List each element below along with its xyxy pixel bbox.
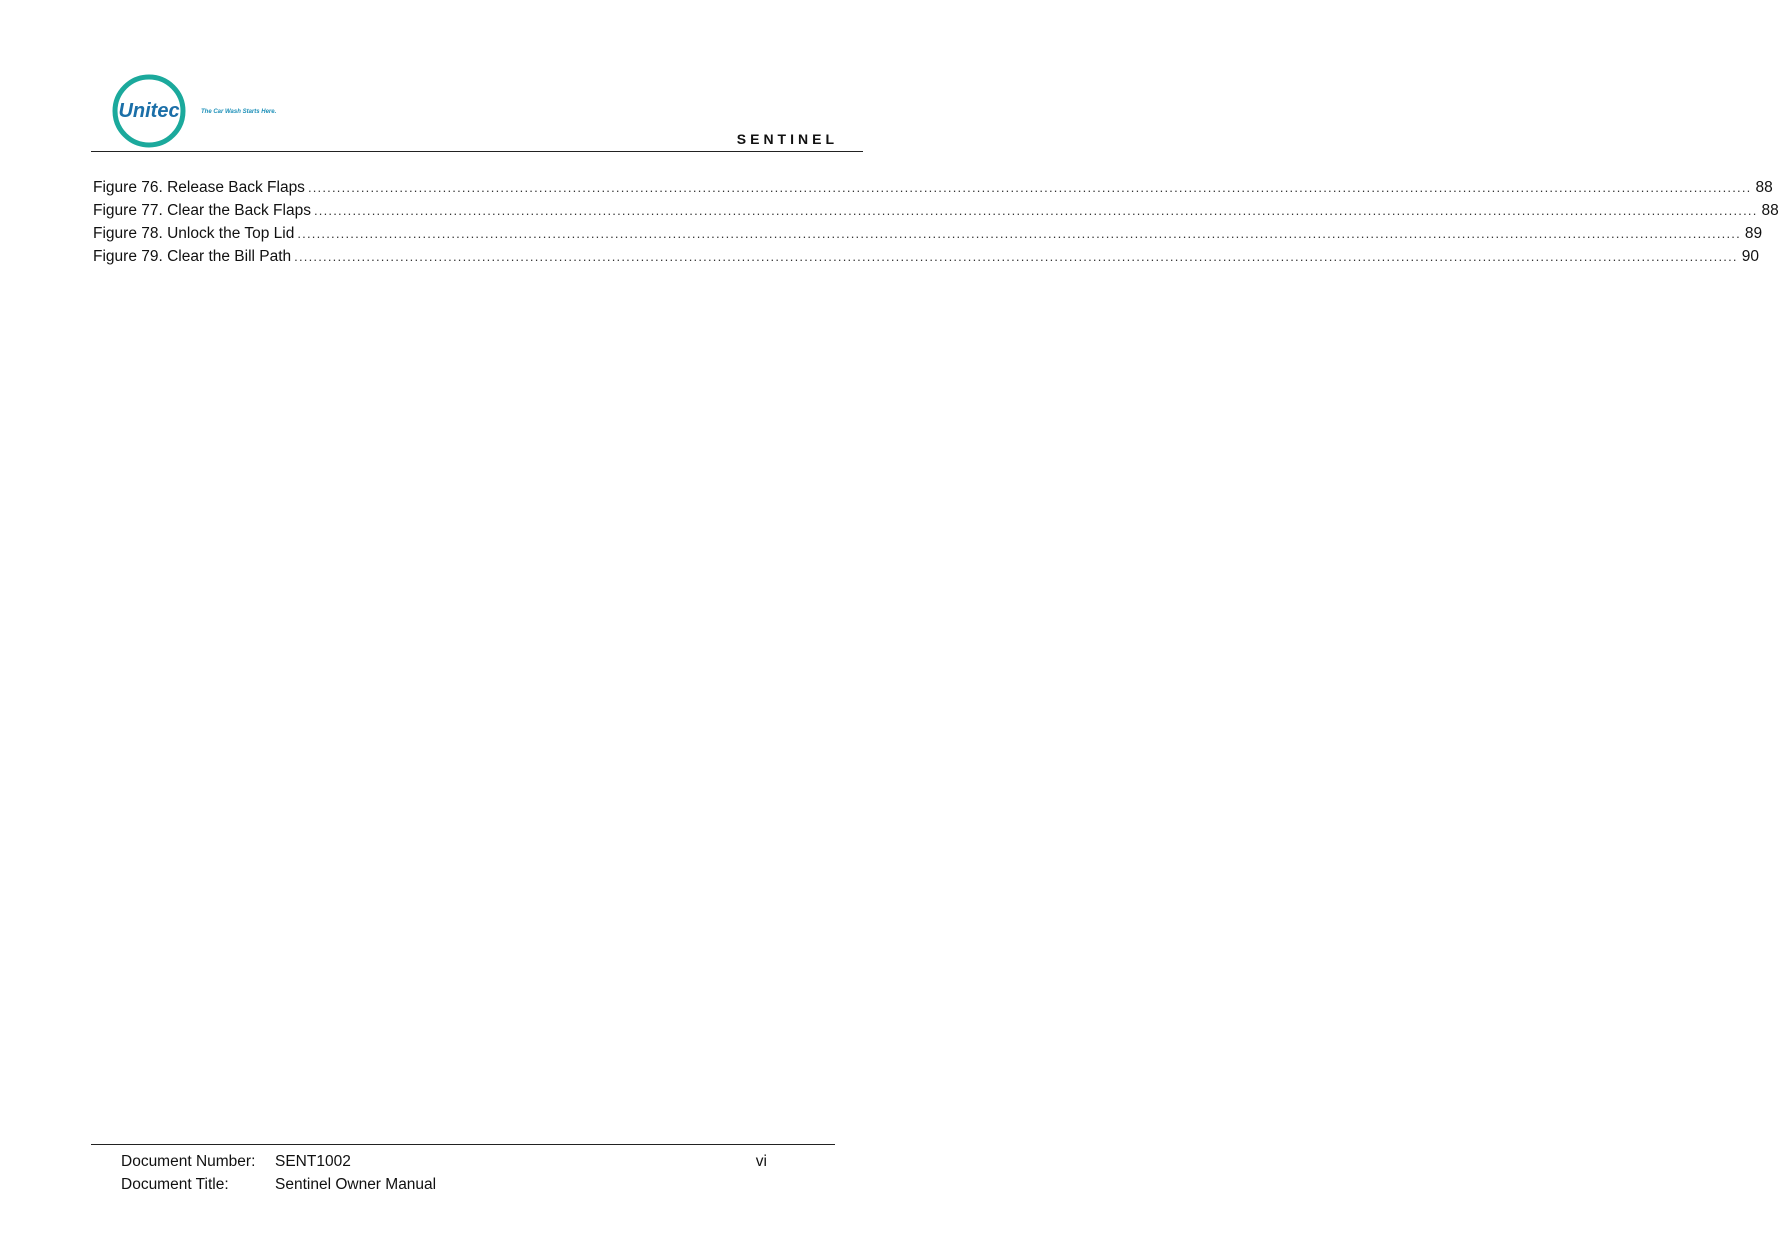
document-number-value: SENT1002 — [275, 1153, 351, 1170]
table-of-figures — [93, 176, 1779, 268]
unitec-logo-icon — [109, 73, 299, 149]
toc-entry[interactable] — [93, 222, 1763, 245]
document-title-value: Sentinel Owner Manual — [275, 1176, 437, 1193]
toc-entry-page: 90 — [1741, 248, 1759, 265]
toc-entry-page: 88 — [1755, 179, 1773, 196]
toc-entry-label: Figure 78. Unlock the Top Lid — [93, 225, 295, 242]
page-number: vi — [755, 1153, 767, 1170]
toc-leader-dots: ............................................................................................................................................................................................................................................................................................................ — [307, 180, 1752, 195]
toc-entry-label: Figure 76. Release Back Flaps — [93, 179, 305, 196]
toc-entry[interactable] — [93, 176, 1773, 199]
header-title: SENTINEL — [736, 131, 838, 147]
toc-entry-label: Figure 79. Clear the Bill Path — [93, 248, 292, 265]
toc-entry[interactable] — [93, 245, 1759, 268]
toc-leader-dots: ............................................................................................................................................................................................................................................................................................................ — [313, 203, 1758, 218]
toc-entry-page: 88 — [1761, 202, 1779, 219]
toc-leader-dots: ............................................................................................................................................................................................................................................................................................................ — [297, 226, 1741, 241]
footer-divider — [91, 1144, 835, 1145]
toc-leader-dots: ............................................................................................................................................................................................................................................................................................................ — [294, 249, 1738, 264]
svg-text:Unitec: Unitec — [118, 100, 180, 122]
document-number-label: Document Number: — [121, 1153, 256, 1170]
header-divider — [91, 151, 863, 152]
unitec-logo — [109, 73, 299, 149]
toc-entry[interactable] — [93, 199, 1779, 222]
toc-entry-page: 89 — [1744, 225, 1763, 242]
toc-entry-label: Figure 77. Clear the Back Flaps — [93, 202, 311, 219]
document-title-label: Document Title: — [121, 1176, 229, 1193]
page-footer — [121, 1150, 767, 1196]
svg-text:The Car Wash Starts Here.: The Car Wash Starts Here. — [201, 109, 277, 115]
